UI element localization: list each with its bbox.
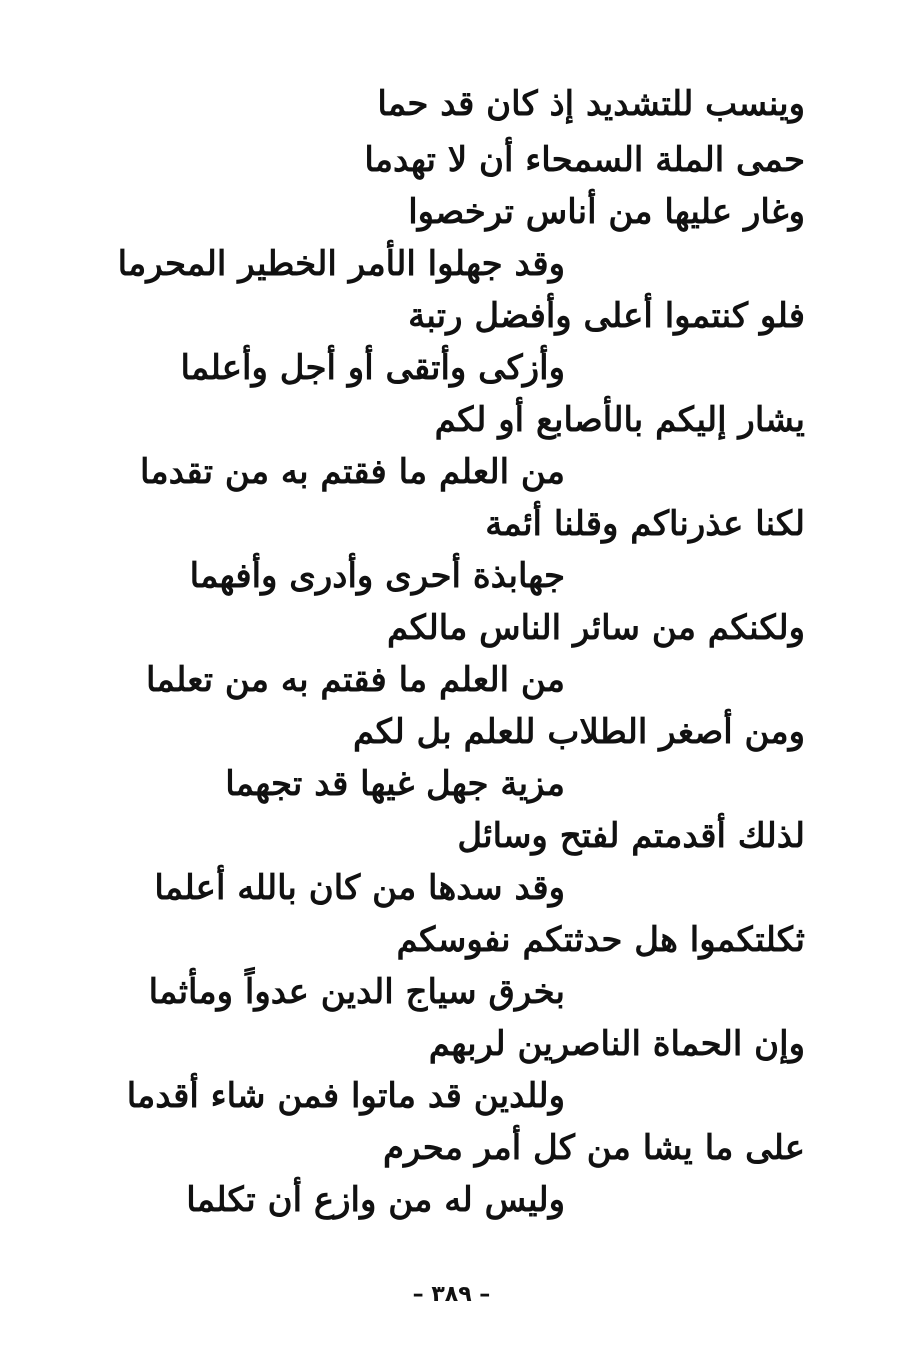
verse-line: وقد سدها من كان بالله أعلما (154, 868, 565, 908)
verse-line: وليس له من وازع أن تكلما (186, 1180, 565, 1220)
verse-line: لكنا عذرناكم وقلنا أئمة (485, 504, 805, 544)
verse-line: ثكلتكموا هل حدثتكم نفوسكم (396, 920, 805, 960)
verse-line: وللدين قد ماتوا فمن شاء أقدما (126, 1076, 565, 1116)
page-number: – ٣٨٩ – (412, 1282, 491, 1307)
verse-line: وغار عليها من أناس ترخصوا (408, 192, 805, 232)
verse-line: بخرق سياج الدين عدواً ومأثما (148, 972, 565, 1012)
verse-line: حمى الملة السمحاء أن لا تهدما (364, 140, 805, 180)
verse-line: من العلم ما فقتم به من تعلما (145, 660, 565, 700)
verse-line: لذلك أقدمتم لفتح وسائل (457, 816, 805, 856)
verse-line: وقد جهلوا الأمر الخطير المحرما (117, 244, 565, 284)
verse-line: وإن الحماة الناصرين لربهم (428, 1024, 805, 1064)
verse-line: مزية جهل غيها قد تجهما (225, 764, 565, 804)
verse-line: يشار إليكم بالأصابع أو لكم (434, 400, 805, 440)
verse-line: من العلم ما فقتم به من تقدما (140, 452, 565, 492)
verse-line: على ما يشا من كل أمر محرم (382, 1128, 805, 1168)
verse-line: جهابذة أحرى وأدرى وأفهما (189, 556, 565, 596)
verse-line: ومن أصغر الطلاب للعلم بل لكم (352, 712, 805, 752)
verse-line: وأزكى وأتقى أو أجل وأعلما (180, 348, 565, 388)
verse-line: وينسب للتشديد إذ كان قد حما (377, 84, 805, 124)
verse-line: ولكنكم من سائر الناس مالكم (387, 608, 805, 648)
verse-line: فلو كنتموا أعلى وأفضل رتبة (408, 296, 805, 336)
